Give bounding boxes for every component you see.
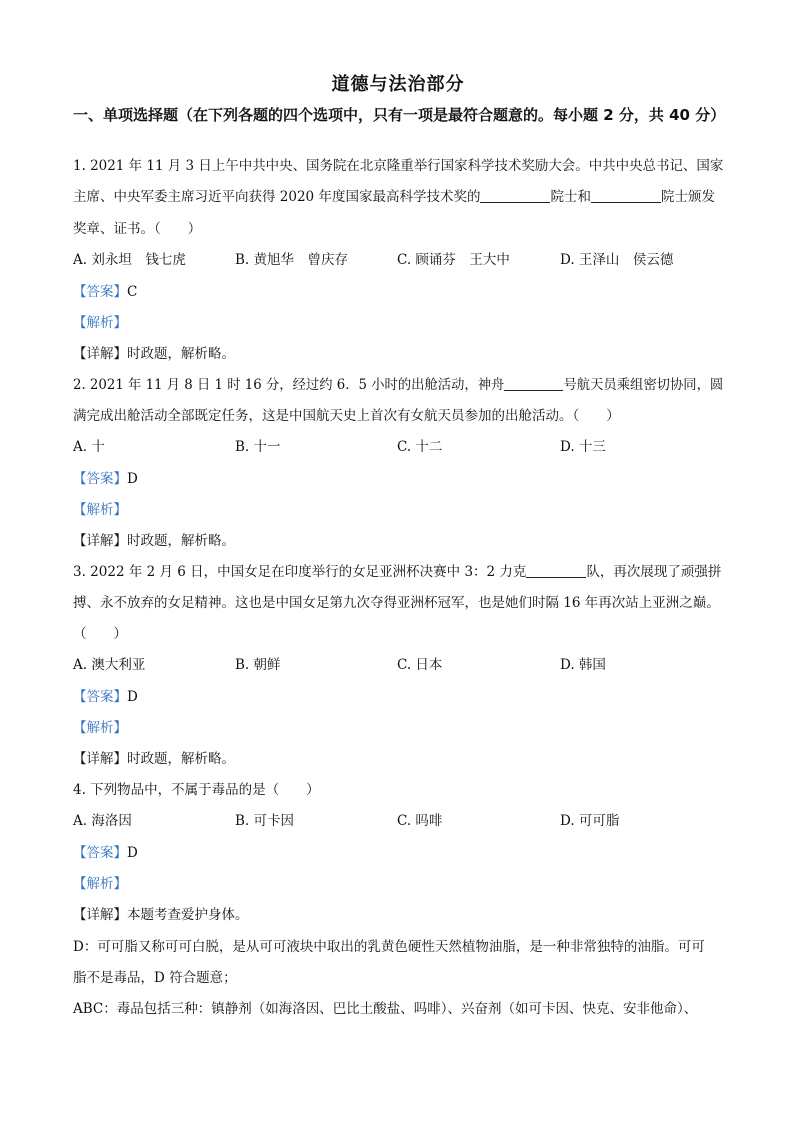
q3-option-b: B. 朝鲜 (235, 657, 281, 673)
q3-analysis: 【解析】 (73, 720, 127, 736)
section-heading: 一、单项选择题（在下列各题的四个选项中，只有一项是最符合题意的。每小题 2 分，共 40 分） (73, 106, 726, 124)
q4-option-d: D. 可可脂 (560, 813, 620, 829)
q1-blank-2 (591, 188, 661, 203)
q2-stem-line1: 2. 2021 年 11 月 8 日 1 时 16 分，经过约 6．5 小时的出舱活动，神舟 号航天员乘组密切协同，圆 (73, 377, 724, 393)
q3-detail: 【详解】时政题，解析略。 (73, 751, 235, 767)
q2-answer: 【答案】D (73, 471, 138, 487)
q2-option-c: C. 十二 (397, 439, 443, 455)
detail-tag: 【详解】 (73, 346, 127, 362)
q4-explain-d-line2: 脂不是毒品，D 符合题意； (73, 970, 237, 986)
q1-analysis (73, 313, 127, 333)
q3-stem-line2: 搏、永不放弃的女足精神。这也是中国女足第九次夺得亚洲杯冠军，也是她们时隔 16 年再次站上亚洲之巅。 (73, 595, 720, 611)
q4-detail: 【详解】本题考查爱护身体。 (73, 907, 249, 923)
q4-explain-abc-line: ABC：毒品包括三种：镇静剂（如海洛因、巴比土酸盐、吗啡）、兴奋剂（如可卡因、快克、安非他命）、 (73, 1001, 698, 1017)
q1-option-c: C. 顾诵芬 王大中 (397, 252, 510, 268)
q1-stem-line2: 主席、中央军委主席习近平向获得 2020 年度国家最高科学技术奖的 院士和 院士颁发 (73, 189, 715, 205)
q1-option-b: B. 黄旭华 曾庆存 (235, 252, 349, 268)
q4-option-a: A. 海洛因 (73, 813, 132, 829)
q4-stem-line1: 4. 下列物品中，不属于毒品的是（ ） (73, 782, 320, 798)
q2-analysis: 【解析】 (73, 502, 127, 518)
answer-tag: 【答案】 (73, 284, 127, 300)
q2-stem-line2: 满完成出舱活动全部既定任务，这是中国航天史上首次有女航天员参加的出舱活动。（ ） (73, 408, 620, 424)
q1-answer: 【答案】C (73, 284, 138, 300)
q4-explain-d-line1: D：可可脂又称可可白脱，是从可可液块中取出的乳黄色硬性天然植物油脂，是一种非常独特的油脂。可可 (73, 939, 705, 955)
q2-option-d: D. 十三 (560, 439, 606, 455)
q3-option-a: A. 澳大利亚 (73, 657, 146, 673)
q4-analysis: 【解析】 (73, 876, 127, 892)
analysis-tag: 【解析】 (73, 315, 127, 331)
q3-answer: 【答案】D (73, 689, 138, 705)
q3-stem-line3: （ ） (73, 626, 127, 642)
q1-stem-line3: 奖章、证书。（ ） (73, 221, 202, 237)
q1-detail: 【详解】时政题，解析略。 (73, 346, 235, 362)
q1-option-a: A. 刘永坦 钱七虎 (73, 252, 186, 268)
q4-option-b: B. 可卡因 (235, 813, 295, 829)
q4-option-c: C. 吗啡 (397, 813, 443, 829)
q2-option-b: B. 十一 (235, 439, 281, 455)
q3-option-d: D. 韩国 (560, 657, 606, 673)
q2-option-a: A. 十 (73, 439, 105, 455)
page-title: 道德与法治部分 (331, 74, 465, 95)
q1-option-d: D. 王泽山 侯云德 (560, 252, 674, 268)
q2-blank (504, 376, 563, 391)
q3-blank (526, 563, 586, 578)
q2-detail: 【详解】时政题，解析略。 (73, 533, 235, 549)
q3-stem-line1: 3. 2022 年 2 月 6 日，中国女足在印度举行的女足亚洲杯决赛中 3：2 力克 队，再次展现了顽强拼 (73, 564, 722, 580)
q3-option-c: C. 日本 (397, 657, 443, 673)
q4-answer: 【答案】D (73, 845, 138, 861)
q1-blank-1 (480, 188, 550, 203)
q1-stem-line1: 1. 2021 年 11 月 3 日上午中共中央、国务院在北京隆重举行国家科学技术奖励大会。中共中央总书记、国家 (73, 158, 724, 174)
